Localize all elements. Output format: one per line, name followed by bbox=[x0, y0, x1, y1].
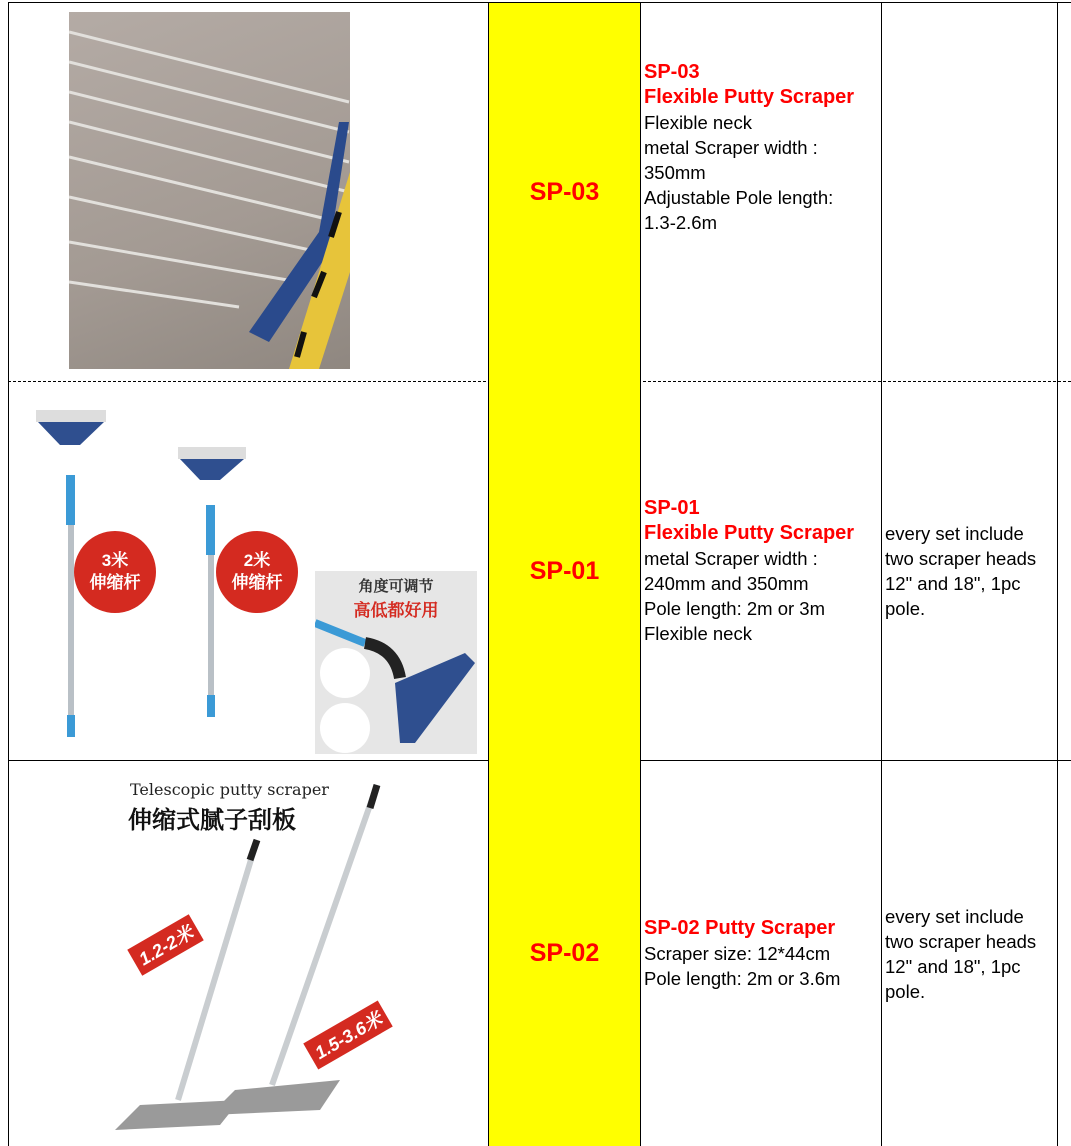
image-caption: 伸缩式腻子刮板 bbox=[128, 805, 296, 834]
product-photo-sp03 bbox=[69, 12, 350, 369]
column-border bbox=[1057, 2, 1058, 1146]
product-code: SP-01 bbox=[529, 556, 600, 585]
spec-line: Pole length: 2m or 3m bbox=[644, 598, 825, 619]
note-line: pole. bbox=[885, 598, 926, 619]
note-line: every set include bbox=[885, 905, 1024, 927]
product-description bbox=[640, 382, 882, 760]
note-line: two scraper heads bbox=[885, 930, 1037, 952]
product-code-label: SP-03 bbox=[644, 60, 700, 83]
inset-caption: 角度可调节 bbox=[358, 578, 434, 595]
spec-line: Flexible neck bbox=[644, 111, 752, 133]
set-note bbox=[882, 761, 1058, 1146]
column-border bbox=[8, 2, 9, 1146]
spec-line: 240mm and 350mm bbox=[644, 573, 809, 594]
spec-line: Scraper size: 12*44cm bbox=[644, 943, 831, 964]
badge-text: 伸缩杆 bbox=[89, 573, 141, 592]
note-line: 12" and 18", 1pc bbox=[885, 955, 1021, 977]
column-border bbox=[488, 2, 489, 1146]
spec-line: Adjustable Pole length: bbox=[644, 186, 834, 208]
length-badge-2m bbox=[216, 531, 298, 613]
spec-line: 350mm bbox=[644, 161, 706, 183]
product-code-label: SP-01 bbox=[644, 497, 700, 519]
image-caption: Telescopic putty scraper bbox=[130, 780, 329, 799]
spec-line: Pole length: 2m or 3.6m bbox=[644, 968, 841, 989]
note-line: two scraper heads bbox=[885, 548, 1037, 569]
product-description bbox=[640, 761, 882, 1146]
product-title: Flexible Putty Scraper bbox=[644, 522, 855, 544]
spec-line: metal Scraper width : bbox=[644, 136, 818, 158]
length-tag: 1.2-2米 bbox=[127, 914, 204, 975]
length-badge-3m bbox=[74, 531, 156, 613]
badge-text: 伸缩杆 bbox=[231, 573, 283, 592]
spec-line: Flexible neck bbox=[644, 623, 752, 644]
spec-line: metal Scraper width : bbox=[644, 548, 818, 569]
badge-text: 2米 bbox=[243, 551, 271, 570]
note-line: every set include bbox=[885, 523, 1024, 544]
product-code: SP-02 bbox=[529, 939, 600, 967]
spec-line: 1.3-2.6m bbox=[644, 211, 718, 233]
angle-adjust-inset bbox=[315, 571, 477, 754]
note-line: 12" and 18", 1pc bbox=[885, 573, 1021, 594]
product-title: SP-02 Putty Scraper bbox=[644, 917, 836, 939]
product-description bbox=[640, 3, 882, 381]
inset-caption: 高低都好用 bbox=[353, 601, 439, 620]
set-note bbox=[882, 382, 1058, 760]
badge-text: 3米 bbox=[101, 551, 129, 570]
product-title: Flexible Putty Scraper bbox=[644, 85, 855, 108]
column-border bbox=[881, 2, 882, 1146]
note-line: pole. bbox=[885, 980, 926, 1002]
product-photo-sp02 bbox=[110, 770, 410, 1145]
product-photo-sp01 bbox=[20, 395, 480, 757]
product-code: SP-03 bbox=[529, 177, 600, 206]
column-border bbox=[640, 2, 641, 1146]
length-tag: 1.5-3.6米 bbox=[303, 1000, 393, 1069]
